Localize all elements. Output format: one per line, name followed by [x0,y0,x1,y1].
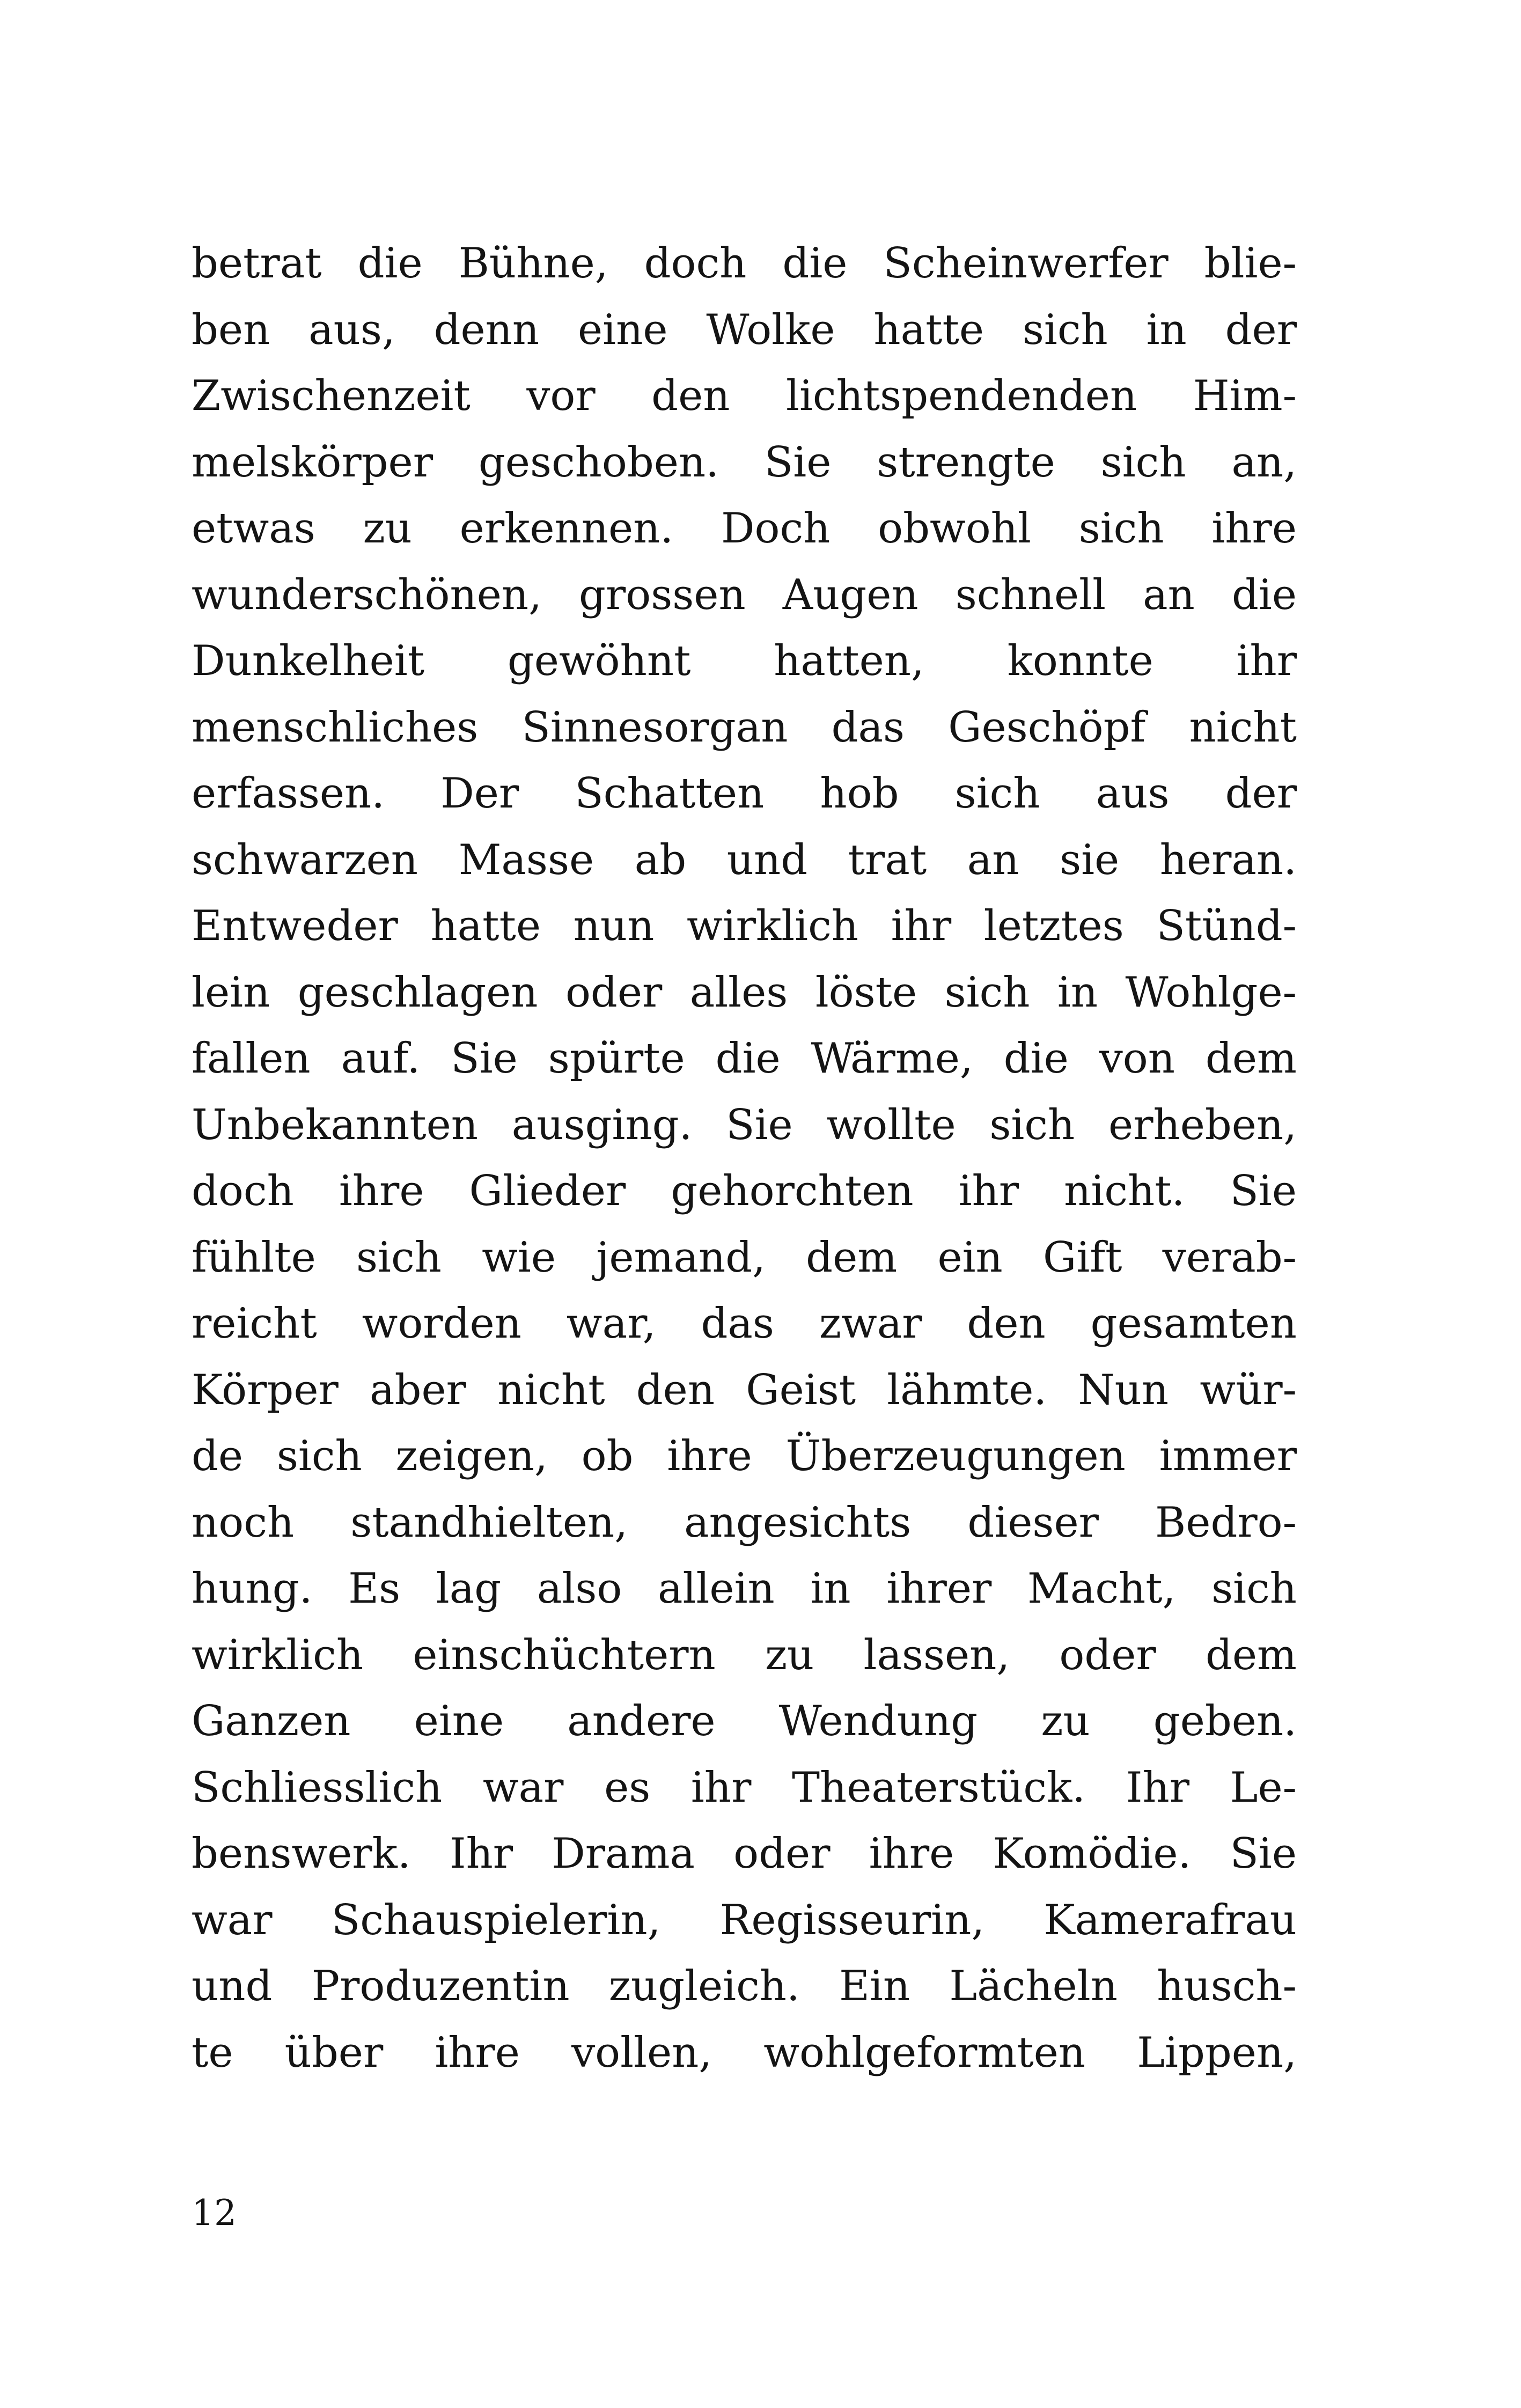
text-line: wunderschönen, grossen Augen schnell an die [192,570,1297,619]
text-line: Dunkelheit gewöhnt hatten, konnte ihr [192,637,1297,685]
text-line: ben aus, denn eine Wolke hatte sich in der [192,305,1297,354]
text-line: schwarzen Masse ab und trat an sie heran. [192,835,1297,884]
text-line: und Produzentin zugleich. Ein Lächeln husch- [192,1962,1297,2010]
text-line: menschliches Sinnesorgan das Geschöpf nicht [192,703,1297,752]
text-line: Schliesslich war es ihr Theaterstück. Ihr Le- [192,1763,1297,1812]
text-line: war Schauspielerin, Regisseurin, Kamerafrau [192,1896,1297,1944]
text-line: fallen auf. Sie spürte die Wärme, die von dem [192,1034,1297,1083]
text-line: de sich zeigen, ob ihre Überzeugungen immer [192,1432,1297,1480]
text-line: Entweder hatte nun wirklich ihr letztes Stünd- [192,902,1297,950]
text-line: lein geschlagen oder alles löste sich in Wohlge- [192,968,1297,1017]
text-line: te über ihre vollen, wohlgeformten Lippen, [192,2028,1297,2077]
text-line: Körper aber nicht den Geist lähmte. Nun wür- [192,1365,1297,1414]
text-line: betrat die Bühne, doch die Scheinwerfer blie- [192,239,1297,288]
text-line: fühlte sich wie jemand, dem ein Gift verab- [192,1233,1297,1282]
text-line: erfassen. Der Schatten hob sich aus der [192,769,1297,818]
text-line: reicht worden war, das zwar den gesamten [192,1300,1297,1348]
text-line: doch ihre Glieder gehorchten ihr nicht. Sie [192,1167,1297,1215]
text-line: etwas zu erkennen. Doch obwohl sich ihre [192,504,1297,553]
text-line: wirklich einschüchtern zu lassen, oder dem [192,1631,1297,1679]
text-line: noch standhielten, angesichts dieser Bedro- [192,1498,1297,1547]
text-line: Unbekannten ausging. Sie wollte sich erheben, [192,1100,1297,1149]
page-number: 12 [192,2192,237,2234]
text-line: benswerk. Ihr Drama oder ihre Komödie. Sie [192,1830,1297,1878]
text-line: hung. Es lag also allein in ihrer Macht, sich [192,1565,1297,1613]
text-line: Ganzen eine andere Wendung zu geben. [192,1697,1297,1745]
body-text [192,231,1297,2086]
text-line: melskörper geschoben. Sie strengte sich an, [192,438,1297,487]
text-line: Zwischenzeit vor den lichtspendenden Him- [192,372,1297,420]
